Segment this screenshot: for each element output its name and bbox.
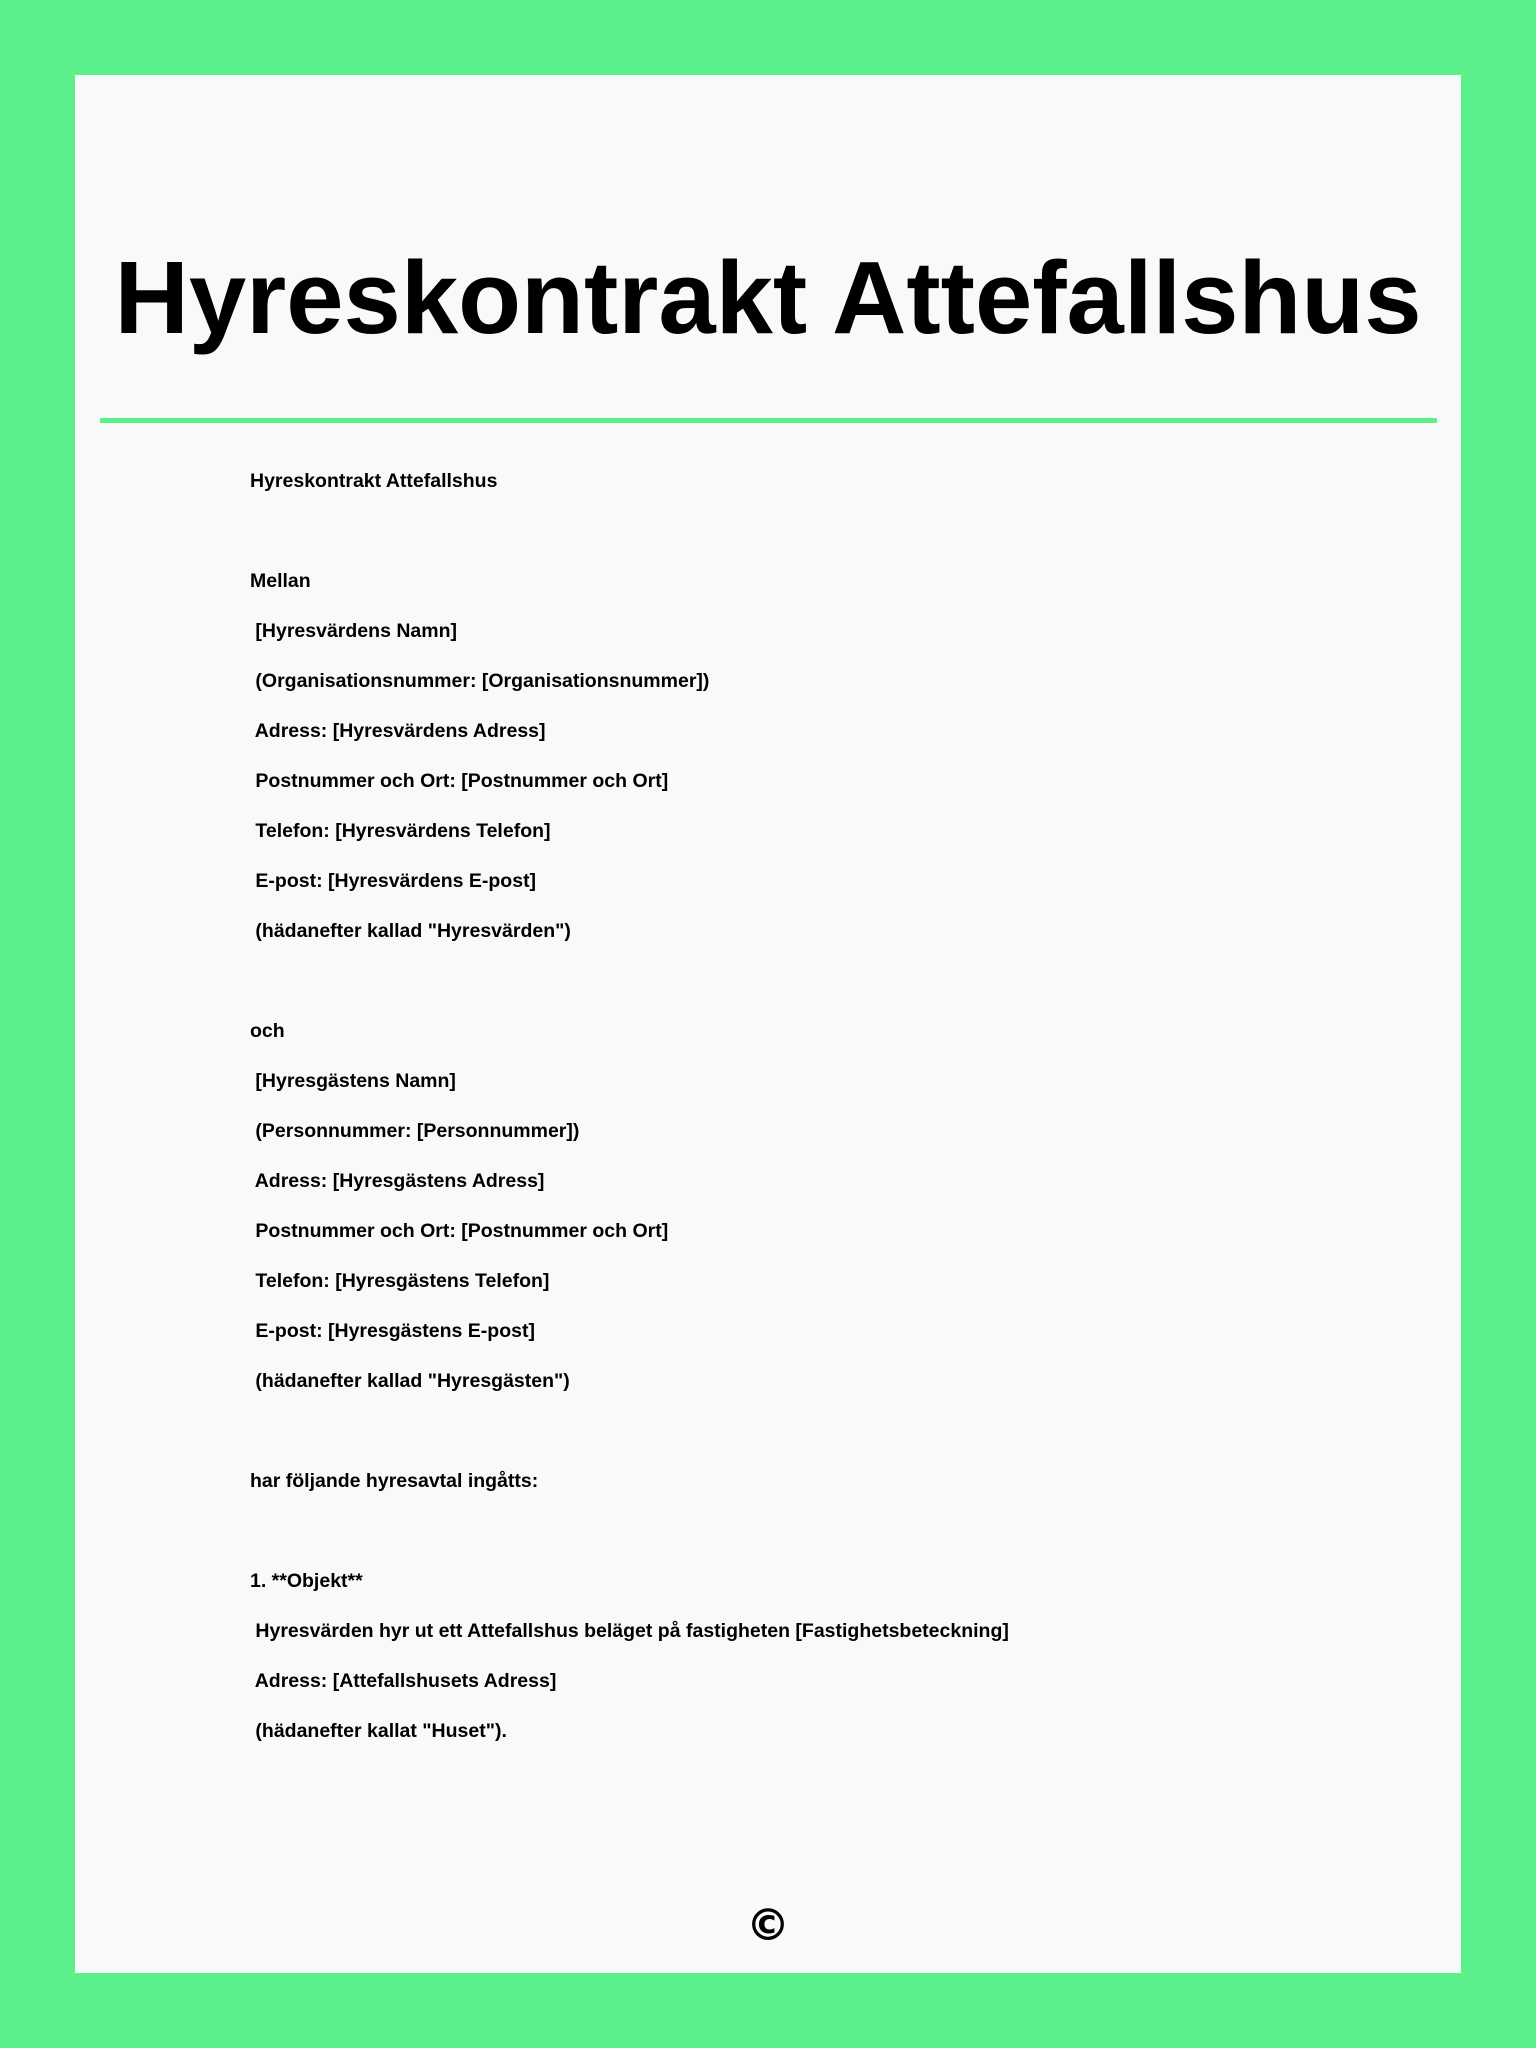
section-1-address: Adress: [Attefallshusets Adress]	[250, 1670, 557, 1692]
tenant-email: E-post: [Hyresgästens E-post]	[250, 1320, 535, 1342]
title-divider	[100, 418, 1437, 423]
tenant-postal: Postnummer och Ort: [Postnummer och Ort]	[250, 1220, 669, 1242]
landlord-phone: Telefon: [Hyresvärdens Telefon]	[250, 820, 551, 842]
landlord-address: Adress: [Hyresvärdens Adress]	[250, 720, 546, 742]
blank-line	[250, 1506, 1350, 1556]
landlord-designation: (hädanefter kallad "Hyresvärden")	[250, 920, 571, 942]
section-1-heading: 1. **Objekt**	[250, 1570, 363, 1592]
body-heading: Hyreskontrakt Attefallshus	[250, 470, 498, 492]
blank-line	[250, 506, 1350, 556]
tenant-designation: (hädanefter kallad "Hyresgästen")	[250, 1370, 570, 1392]
blank-line	[250, 956, 1350, 1006]
parties-intro: Mellan	[250, 570, 311, 592]
landlord-postal: Postnummer och Ort: [Postnummer och Ort]	[250, 770, 669, 792]
section-1-object: Hyresvärden hyr ut ett Attefallshus beläget på fastigheten [Fastighetsbeteckning]	[250, 1620, 1009, 1642]
tenant-personal-number: (Personnummer: [Personnummer])	[250, 1120, 580, 1142]
agreement-intro: har följande hyresavtal ingåtts:	[250, 1470, 539, 1492]
document-body	[250, 456, 1350, 1756]
copyright-icon: ©	[746, 1900, 790, 1951]
tenant-name: [Hyresgästens Namn]	[250, 1070, 456, 1092]
landlord-name: [Hyresvärdens Namn]	[250, 620, 457, 642]
landlord-email: E-post: [Hyresvärdens E-post]	[250, 870, 537, 892]
blank-line	[250, 1406, 1350, 1456]
section-1-designation: (hädanefter kallat "Huset").	[250, 1720, 507, 1742]
tenant-phone: Telefon: [Hyresgästens Telefon]	[250, 1270, 550, 1292]
document-title: Hyreskontrakt Attefallshus	[114, 240, 1422, 355]
tenant-address: Adress: [Hyresgästens Adress]	[250, 1170, 545, 1192]
parties-and: och	[250, 1020, 285, 1042]
landlord-org-number: (Organisationsnummer: [Organisationsnummer])	[250, 670, 710, 692]
document-page	[75, 75, 1461, 1973]
